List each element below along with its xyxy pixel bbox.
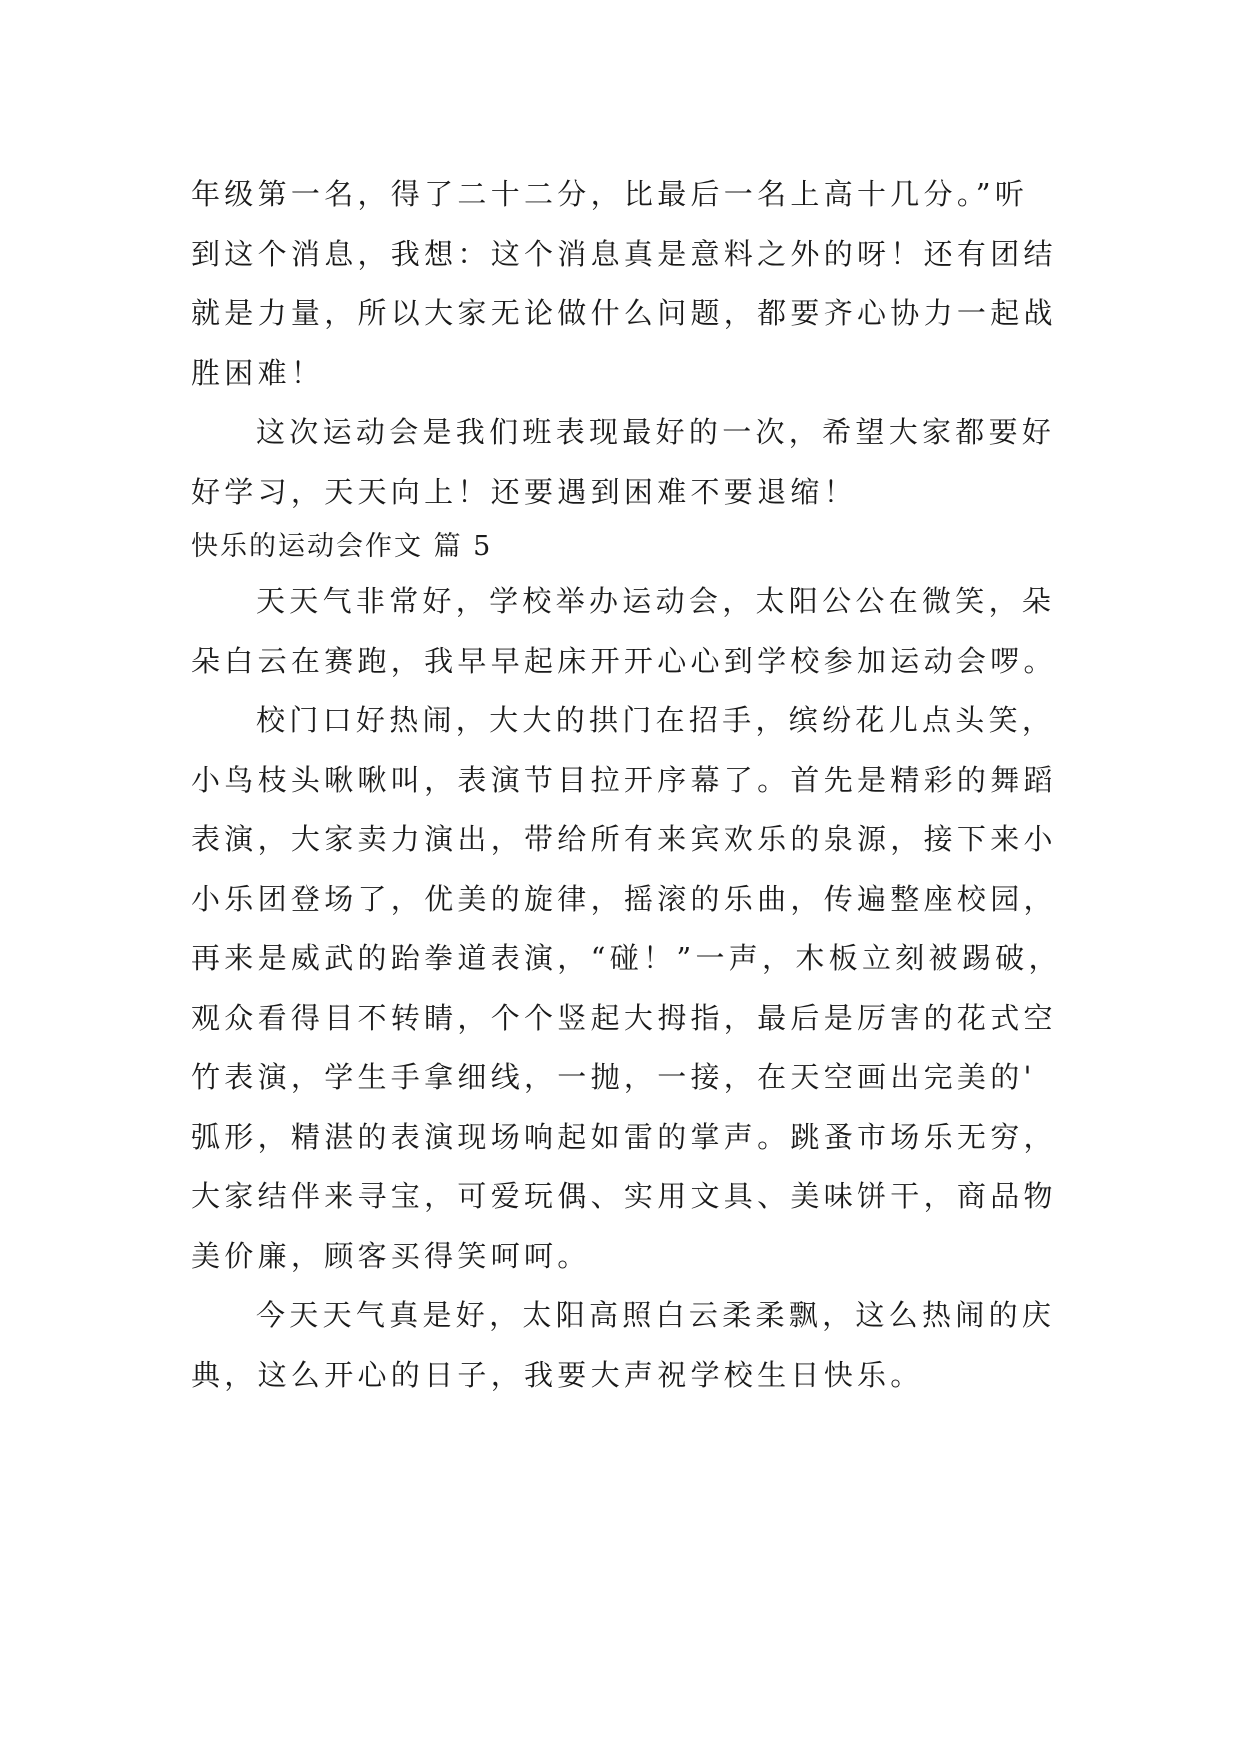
text-line: 竹表演，学生手拿细线，一抛，一接，在天空画出完美的' bbox=[191, 1060, 1036, 1094]
paragraph-3 bbox=[191, 572, 1071, 691]
text-line: 年级第一名，得了二十二分，比最后一名上高十几分。”听 bbox=[191, 177, 1029, 211]
text-line: 校门口好热闹，大大的拱门在招手，缤纷花儿点头笑， bbox=[256, 703, 1056, 737]
text-line: 到这个消息，我想：这个消息真是意料之外的呀！还有团结 bbox=[191, 236, 1057, 271]
text-line: 今天天气真是好，太阳高照白云柔柔飘，这么热闹的庆 bbox=[256, 1298, 1056, 1332]
paragraph-2 bbox=[191, 403, 1071, 522]
text-line: 这次运动会是我们班表现最好的一次，希望大家都要好 bbox=[256, 415, 1056, 449]
text-line: 大家结伴来寻宝，可爱玩偶、实用文具、美味饼干，商品物 bbox=[191, 1179, 1057, 1213]
text-line: 弧形，精湛的表演现场响起如雷的掌声。跳蚤市场乐无穷， bbox=[191, 1119, 1057, 1154]
text-line: 典，这么开心的日子，我要大声祝学校生日快乐。 bbox=[191, 1357, 924, 1392]
text-line: 朵白云在赛跑，我早早起床开开心心到学校参加运动会啰。 bbox=[191, 643, 1057, 678]
text-line: 天天气非常好，学校举办运动会，太阳公公在微笑，朵 bbox=[256, 584, 1056, 618]
text-line: 小乐团登场了，优美的旋律，摇滚的乐曲，传遍整座校园， bbox=[191, 881, 1057, 916]
section-heading: 快乐的运动会作文 篇 5 bbox=[191, 531, 493, 562]
text-line: 再来是威武的跆拳道表演，“碰！”一声，木板立刻被踢破， bbox=[191, 941, 1062, 975]
text-line: 小鸟枝头啾啾叫，表演节目拉开序幕了。首先是精彩的舞蹈 bbox=[191, 762, 1057, 797]
paragraph-4 bbox=[191, 691, 1071, 1286]
text-line: 就是力量，所以大家无论做什么问题，都要齐心协力一起战 bbox=[191, 296, 1057, 330]
paragraph-1 bbox=[191, 165, 1071, 403]
text-line: 美价廉，顾客买得笑呵呵。 bbox=[191, 1238, 591, 1273]
text-line: 表演，大家卖力演出，带给所有来宾欢乐的泉源，接下来小 bbox=[191, 822, 1057, 856]
text-line: 胜困难！ bbox=[191, 355, 325, 390]
paragraph-5 bbox=[191, 1286, 1071, 1405]
text-line: 观众看得目不转睛，个个竖起大拇指，最后是厉害的花式空 bbox=[191, 1000, 1057, 1035]
essay-body bbox=[191, 165, 1071, 1405]
text-line: 好学习，天天向上！还要遇到困难不要退缩！ bbox=[191, 474, 858, 509]
